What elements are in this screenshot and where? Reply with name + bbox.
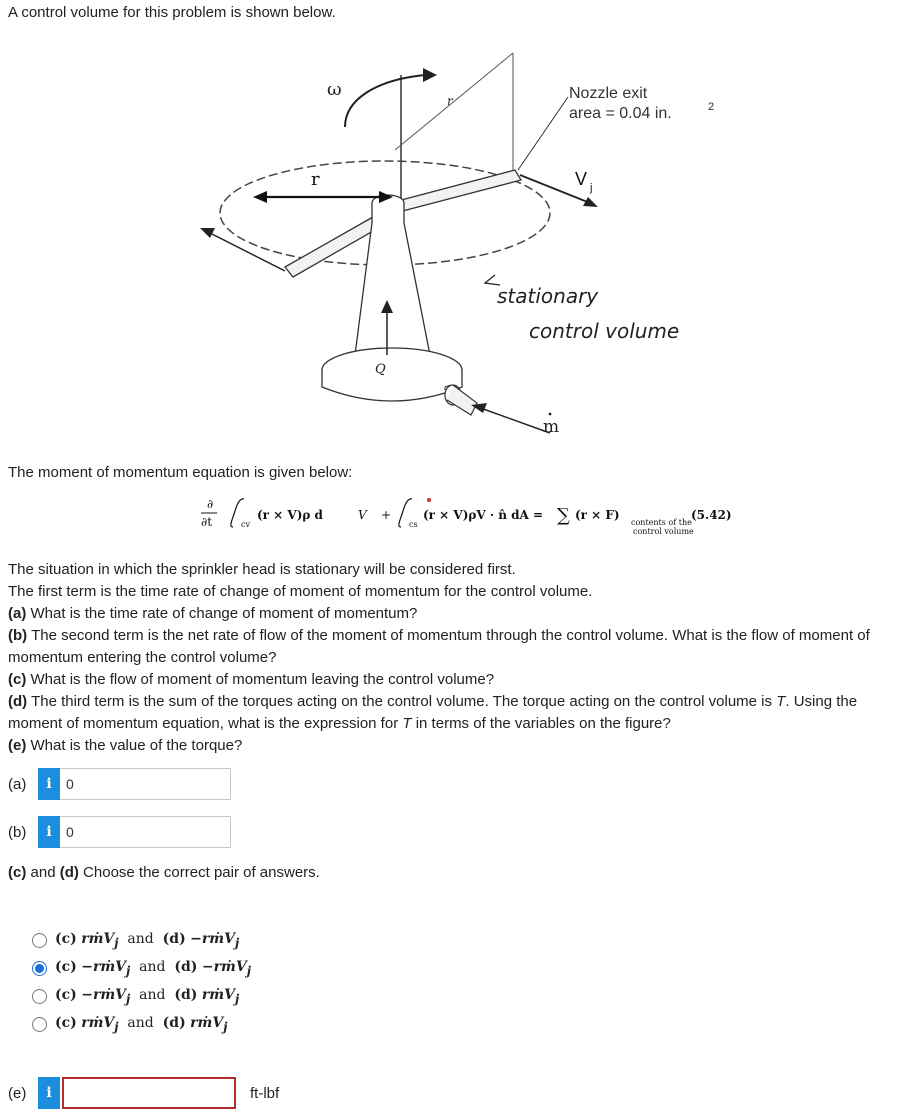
answer-e-row — [8, 1077, 279, 1109]
eq-sigma: ∑ — [557, 505, 570, 526]
intro-text: A control volume for this problem is shown below. — [8, 4, 336, 21]
vj-label: V — [575, 169, 588, 189]
answer-b-input[interactable]: 0 — [60, 816, 231, 848]
option-1[interactable]: (c) rṁV$_j$ and (d) −rṁV$_j$ — [32, 926, 251, 954]
question-c: (c) What is the flow of moment of momentum leaving the control volume? — [8, 671, 495, 688]
eq-term3: (r × F) — [575, 508, 620, 522]
mdot-label: m — [543, 417, 560, 437]
question-intro-1: The situation in which the sprinkler head is stationary will be considered first. — [8, 561, 516, 578]
eq-d-bot: ∂t — [201, 515, 213, 529]
answer-a-label: (a) — [8, 775, 27, 793]
eq-sub-contents2: control volume — [633, 527, 694, 536]
answer-b-row — [8, 816, 231, 848]
nozzle-sup: 2 — [708, 101, 715, 113]
radio-button[interactable] — [32, 1017, 47, 1032]
answer-e-unit: ft-lbf — [250, 1084, 280, 1102]
nozzle-line1: Nozzle exit — [569, 85, 648, 102]
stationary-line2: control volume — [529, 319, 680, 343]
option-3[interactable]: (c) −rṁV$_j$ and (d) rṁV$_j$ — [32, 982, 251, 1010]
sprinkler-figure — [195, 35, 735, 445]
question-e: (e) What is the value of the torque? — [8, 737, 243, 754]
answer-b-label: (b) — [8, 823, 27, 841]
stationary-line1: stationary — [497, 284, 599, 308]
omega-label: ω — [327, 79, 342, 100]
info-icon[interactable]: i — [38, 768, 60, 800]
radio-button[interactable] — [32, 933, 47, 948]
question-b: (b) The second term is the net rate of flow of the moment of momentum through the control volume. What is the flow of moment of momentum entering the control volume? — [8, 627, 870, 666]
radio-button[interactable] — [32, 989, 47, 1004]
question-a: (a) What is the time rate of change of moment of momentum? — [8, 605, 418, 622]
eq-vol: V — [358, 508, 367, 522]
option-2[interactable]: (c) −rṁV$_j$ and (d) −rṁV$_j$ — [32, 954, 251, 982]
radio-button-selected[interactable] — [32, 961, 47, 976]
r-top-label: r — [447, 94, 453, 108]
eq-sub-cs: cs — [409, 520, 418, 529]
eq-term1: (r × V)ρ d — [257, 508, 323, 522]
vj-sub: j — [590, 182, 593, 194]
info-icon[interactable]: i — [38, 1077, 60, 1109]
cd-instruction: (c) and (d) Choose the correct pair of answers. — [8, 864, 320, 881]
answer-e-input[interactable] — [62, 1077, 236, 1109]
moment-of-momentum-equation — [195, 495, 755, 545]
answer-e-label: (e) — [8, 1084, 27, 1102]
eq-d-top: ∂ — [207, 497, 214, 511]
eq-plus: + — [381, 508, 392, 522]
question-intro-2: The first term is the time rate of change of moment of momentum for the control volume. — [8, 583, 593, 600]
equation-intro: The moment of momentum equation is given below: — [8, 464, 353, 481]
option-4[interactable]: (c) rṁV$_j$ and (d) rṁV$_j$ — [32, 1010, 251, 1038]
eq-number: (5.42) — [691, 508, 732, 522]
question-text — [8, 559, 903, 757]
eq-sub-cv: cv — [241, 520, 250, 529]
q-label: Q — [375, 362, 386, 377]
eq-term2: (r × V)ρV · n̂ dA = — [423, 508, 544, 522]
answer-options — [32, 926, 251, 1038]
eq-sub-contents1: contents of the — [631, 518, 692, 527]
info-icon[interactable]: i — [38, 816, 60, 848]
question-d: (d) The third term is the sum of the torques acting on the control volume. The torque acting on the control volume is T. Using the moment of momentum equation, what is the expression for T in terms of the variables on the figure? — [8, 693, 858, 732]
r-arrow-label: r — [311, 169, 320, 190]
answer-a-row — [8, 768, 231, 800]
nozzle-line2: area = 0.04 in. — [569, 105, 672, 122]
answer-a-input[interactable]: 0 — [60, 768, 231, 800]
